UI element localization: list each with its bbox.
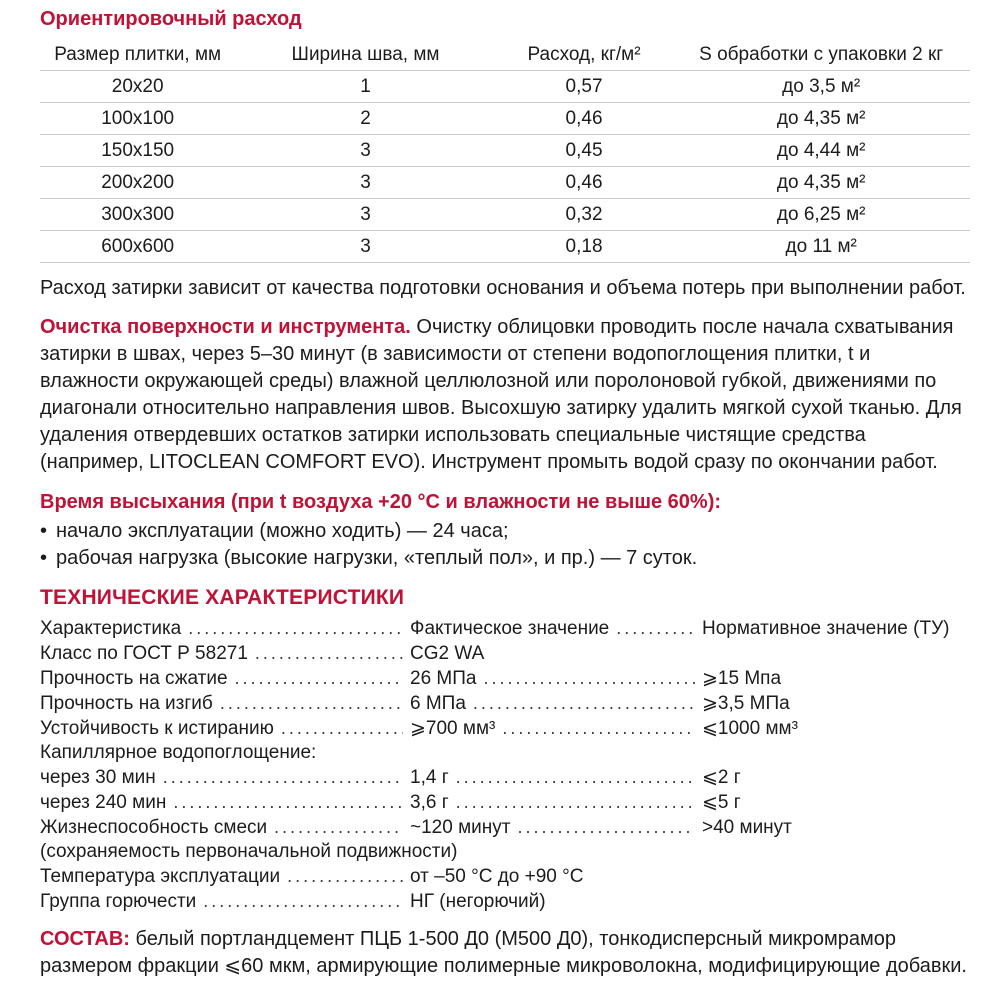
spec-norm: ⩽2 г xyxy=(702,767,741,788)
dot-leader xyxy=(255,641,403,666)
spec-value: 26 МПа xyxy=(410,668,477,689)
column-header-coverage: S обработки с упаковки 2 кг xyxy=(672,39,970,71)
drying-list xyxy=(40,518,970,572)
note-paragraph: Расход затирки зависит от качества подготовки основания и объема потерь при выполнении работ. xyxy=(40,277,966,299)
table-cell: 200x200 xyxy=(40,167,235,199)
spec-norm: >40 минут xyxy=(702,817,792,838)
table-header-row xyxy=(40,39,970,71)
table-cell: 2 xyxy=(235,103,495,135)
spec-name: Группа горючести xyxy=(40,891,197,912)
spec-name: Жизнеспособность смеси xyxy=(40,817,268,838)
table-cell: 150x150 xyxy=(40,135,235,167)
spec-value: НГ (негорючий) xyxy=(410,891,546,912)
list-item: • начало эксплуатации (можно ходить) — 24 часа; xyxy=(40,518,970,545)
dot-leader xyxy=(220,691,403,716)
table-cell: 3 xyxy=(235,231,495,263)
spec-row xyxy=(40,666,970,691)
dot-leader xyxy=(616,616,695,641)
table-cell: 3 xyxy=(235,199,495,231)
dot-leader xyxy=(502,716,695,741)
spec-row xyxy=(40,765,970,790)
table-cell: 100x100 xyxy=(40,103,235,135)
spec-norm: ⩾15 Мпа xyxy=(702,668,782,689)
dot-leader xyxy=(483,666,695,691)
specs-heading: ТЕХНИЧЕСКИЕ ХАРАКТЕРИСТИКИ xyxy=(40,586,405,609)
table-cell: до 4,35 м² xyxy=(672,167,970,199)
spec-value: Фактическое значение xyxy=(410,618,610,639)
specs-list xyxy=(40,616,970,914)
table-cell: 600x600 xyxy=(40,231,235,263)
table-cell: до 4,44 м² xyxy=(672,135,970,167)
cleaning-paragraph xyxy=(40,314,970,476)
table-cell: 0,46 xyxy=(496,103,673,135)
spec-row xyxy=(40,864,970,889)
spec-row xyxy=(40,641,970,666)
dot-leader xyxy=(473,691,695,716)
dot-leader xyxy=(163,765,403,790)
table-cell: 0,32 xyxy=(496,199,673,231)
composition-text: белый портландцемент ПЦБ 1-500 Д0 (М500 Д0), тонкодисперсный микромрамор размером фракции ⩽60 мкм, армирующие полимерные микроволокна, модифицирующие добавки. xyxy=(40,928,967,977)
dot-leader xyxy=(203,889,403,914)
spec-row xyxy=(40,616,970,641)
list-item: • рабочая нагрузка (высокие нагрузки, «теплый пол», и пр.) — 7 суток. xyxy=(40,545,970,572)
spec-subheading: Капиллярное водопоглощение: xyxy=(40,742,317,763)
table-cell: до 6,25 м² xyxy=(672,199,970,231)
spec-row xyxy=(40,889,970,914)
table-row xyxy=(40,199,970,231)
spec-value: 1,4 г xyxy=(410,767,449,788)
table-row xyxy=(40,135,970,167)
drying-heading: Время высыхания (при t воздуха +20 °C и влажности не выше 60%): xyxy=(40,491,722,513)
spec-name: Класс по ГОСТ Р 58271 xyxy=(40,643,248,664)
spec-name: Прочность на изгиб xyxy=(40,693,213,714)
spec-norm: ⩾3,5 МПа xyxy=(702,693,790,714)
spec-norm: ⩽5 г xyxy=(702,792,741,813)
spec-row xyxy=(40,790,970,815)
spec-name: Устойчивость к истиранию xyxy=(40,718,274,739)
spec-name: Температура эксплуатации xyxy=(40,866,281,887)
spec-note: (сохраняемость первоначальной подвижности) xyxy=(40,841,458,862)
spec-name: через 240 мин xyxy=(40,792,167,813)
spec-value: ⩾700 мм³ xyxy=(410,718,496,739)
table-row xyxy=(40,231,970,263)
table-cell: до 11 м² xyxy=(672,231,970,263)
table-cell: 20x20 xyxy=(40,71,235,103)
dot-leader xyxy=(235,666,403,691)
cleaning-text: Очистку облицовки проводить после начала схватывания затирки в швах, через 5–30 минут (в зависимости от степени водопоглощения плитки, t и влажности окружающей среды) влажной целлюлозной или поролоновой губкой, движениями по диагонали относительно направления швов. Высохшую затирку удалить мягкой сухой тканью. Для удаления отвердевших остатков затирки использовать специальные чистящие средства (например, LITOCLEAN COMFORT EVO). Инструмент промыть водой сразу по окончании работ. xyxy=(40,316,962,473)
spec-norm: Нормативное значение (ТУ) xyxy=(702,618,950,639)
table-row xyxy=(40,103,970,135)
spec-row xyxy=(40,815,970,840)
spec-value: 3,6 г xyxy=(410,792,449,813)
spec-value: от –50 °C до +90 °C xyxy=(410,866,584,887)
column-header-consumption: Расход, кг/м² xyxy=(496,39,673,71)
dot-leader xyxy=(456,765,695,790)
spec-row xyxy=(40,716,970,741)
dot-leader xyxy=(456,790,695,815)
cleaning-heading: Очистка поверхности и инструмента. xyxy=(40,316,411,338)
table-cell: 0,46 xyxy=(496,167,673,199)
spec-row xyxy=(40,741,970,765)
column-header-seam-width: Ширина шва, мм xyxy=(235,39,495,71)
composition-heading: СОСТАВ: xyxy=(40,928,130,950)
spec-value: CG2 WA xyxy=(410,643,485,664)
table-cell: 0,45 xyxy=(496,135,673,167)
spec-name: через 30 мин xyxy=(40,767,156,788)
spec-norm: ⩽1000 мм³ xyxy=(702,718,798,739)
table-cell: 0,18 xyxy=(496,231,673,263)
consumption-table xyxy=(40,39,970,263)
column-header-tile-size: Размер плитки, мм xyxy=(40,39,235,71)
dot-leader xyxy=(274,815,403,840)
table-cell: 300x300 xyxy=(40,199,235,231)
consumption-table-title: Ориентировочный расход xyxy=(40,8,302,30)
table-cell: до 3,5 м² xyxy=(672,71,970,103)
table-cell: 3 xyxy=(235,135,495,167)
spec-name: Прочность на сжатие xyxy=(40,668,228,689)
dot-leader xyxy=(281,716,403,741)
table-cell: 1 xyxy=(235,71,495,103)
spec-row xyxy=(40,840,970,864)
table-cell: 0,57 xyxy=(496,71,673,103)
dot-leader xyxy=(188,616,403,641)
table-row xyxy=(40,71,970,103)
dot-leader xyxy=(173,790,403,815)
composition-paragraph xyxy=(40,926,970,980)
spec-value: ~120 минут xyxy=(410,817,511,838)
dot-leader xyxy=(287,864,403,889)
table-cell: до 4,35 м² xyxy=(672,103,970,135)
dot-leader xyxy=(517,815,695,840)
table-cell: 3 xyxy=(235,167,495,199)
spec-row xyxy=(40,691,970,716)
table-row xyxy=(40,167,970,199)
spec-value: 6 МПа xyxy=(410,693,466,714)
spec-name: Характеристика xyxy=(40,618,182,639)
